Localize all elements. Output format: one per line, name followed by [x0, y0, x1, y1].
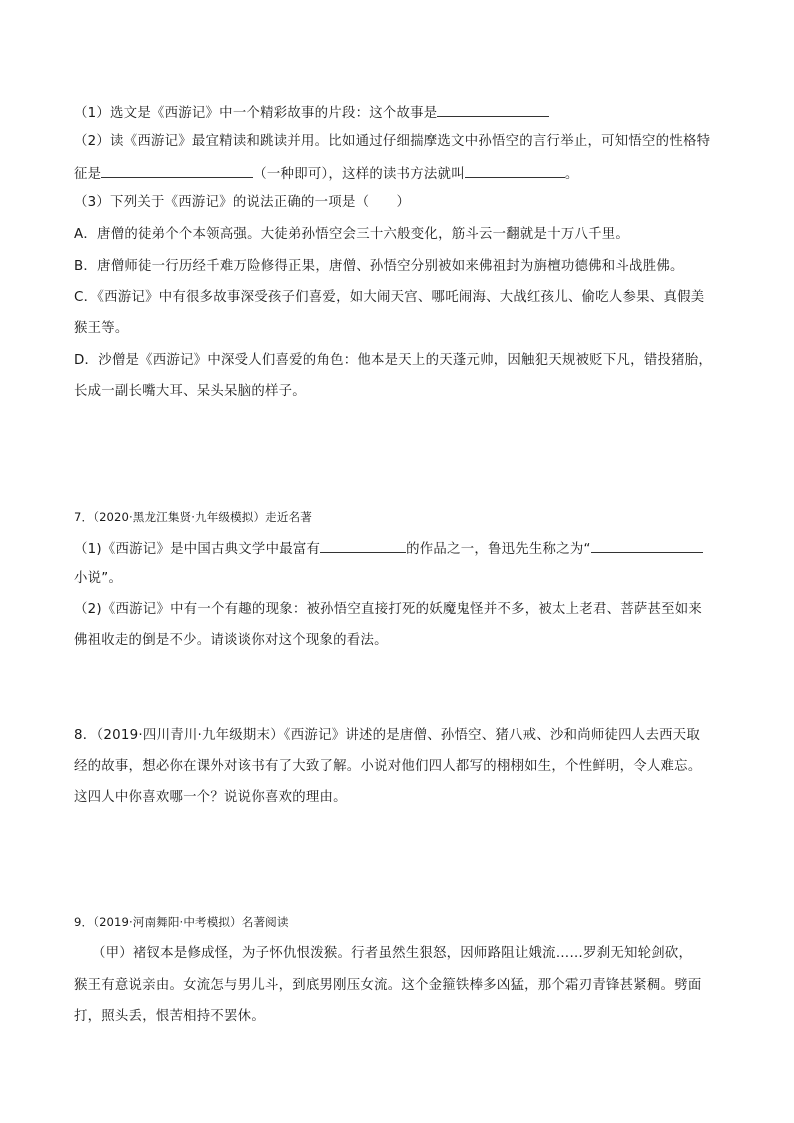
q7-sub2-line2: 佛祖收走的倒是不少。请谈谈你对这个现象的看法。: [74, 633, 388, 648]
q6-sub3-stem: （3）下列关于《西游记》的说法正确的一项是（ ）: [74, 195, 411, 210]
q8-line1: 8．（2019·四川青川·九年级期末）《西游记》讲述的是唐僧、孙悟空、猪八戒、沙和尚师徒四人去西天取: [74, 728, 701, 743]
answer-blank[interactable]: [437, 102, 549, 117]
q6-option-b: B．唐僧师徒一行历经千难万险修得正果，唐僧、孙悟空分别被如来佛祖封为旃檀功德佛和斗战胜佛。: [74, 259, 684, 274]
q9-passage-line1: （甲）褚钗本是修成怪，为子怀仇恨泼猴。行者虽然生狠怒，因师路阻让娥流……罗刹无知轮剑砍，: [92, 946, 693, 961]
q6-sub2-text-b: （一种即可），这样的读书方法就叫: [253, 167, 465, 182]
q7-sub1-text-a: （1)《西游记》是中国古典文学中最富有: [74, 542, 321, 557]
q6-option-c-line1: C．《西游记》中有很多故事深受孩子们喜爱，如大闹天宫、哪吒闹海、大战红孩儿、偷吃人参果、真假美: [74, 290, 705, 305]
q7-header: 7．（2020·黑龙江集贤·九年级模拟）走近名著: [74, 510, 312, 524]
q9-passage-line3: 打，照头丢，恨苦相持不罢休。: [74, 1009, 265, 1024]
q7-sub2-line1: （2)《西游记》中有一个有趣的现象：被孙悟空直接打死的妖魔鬼怪并不多，被太上老君、菩萨甚至如来: [74, 602, 703, 617]
q8-line2: 经的故事，想必你在课外对该书有了大致了解。小说对他们四人都写的栩栩如生，个性鲜明，令人难忘。: [74, 759, 702, 774]
q6-option-c-line2: 猴王等。: [74, 321, 129, 336]
answer-blank[interactable]: [465, 163, 565, 178]
answer-blank[interactable]: [320, 538, 406, 553]
q7-sub1-text-b: 的作品之一，鲁迅先生称之为“: [406, 542, 591, 557]
q6-option-d-line2: 长成一副长嘴大耳、呆头呆脑的样子。: [74, 384, 306, 399]
q6-sub2-line1: （2）读《西游记》最宜精读和跳读并用。比如通过仔细揣摩选文中孙悟空的言行举止，可知悟空的性格特: [74, 134, 711, 149]
q6-option-a: A．唐僧的徒弟个个本领高强。大徒弟孙悟空会三十六般变化，筋斗云一翻就是十万八千里。: [74, 227, 630, 242]
q7-sub1-line2: 小说”。: [74, 571, 123, 586]
q6-sub1: [74, 102, 549, 123]
answer-blank[interactable]: [101, 163, 253, 178]
q7-sub1-line1: [74, 538, 703, 559]
q6-sub1-text: （1）选文是《西游记》中一个精彩故事的片段：这个故事是: [74, 106, 438, 121]
answer-blank[interactable]: [591, 538, 703, 553]
q9-header: 9．（2019·河南舞阳·中考模拟）名著阅读: [74, 915, 289, 929]
q6-option-d-line1: D．沙僧是《西游记》中深受人们喜爱的角色：他本是天上的天蓬元帅，因触犯天规被贬下凡，错投猪胎，: [74, 353, 713, 368]
q6-sub2-text-a: 征是: [74, 167, 102, 182]
q9-passage-line2: 猴王有意说亲由。女流怎与男儿斗，到底男刚压女流。这个金箍铁棒多凶猛，那个霜刃青锋甚紧稠。劈面: [74, 978, 702, 993]
q8-line3: 这四人中你喜欢哪一个？说说你喜欢的理由。: [74, 790, 347, 805]
q6-sub2-text-c: 。: [564, 167, 579, 182]
q6-sub2-line2: [74, 163, 578, 184]
